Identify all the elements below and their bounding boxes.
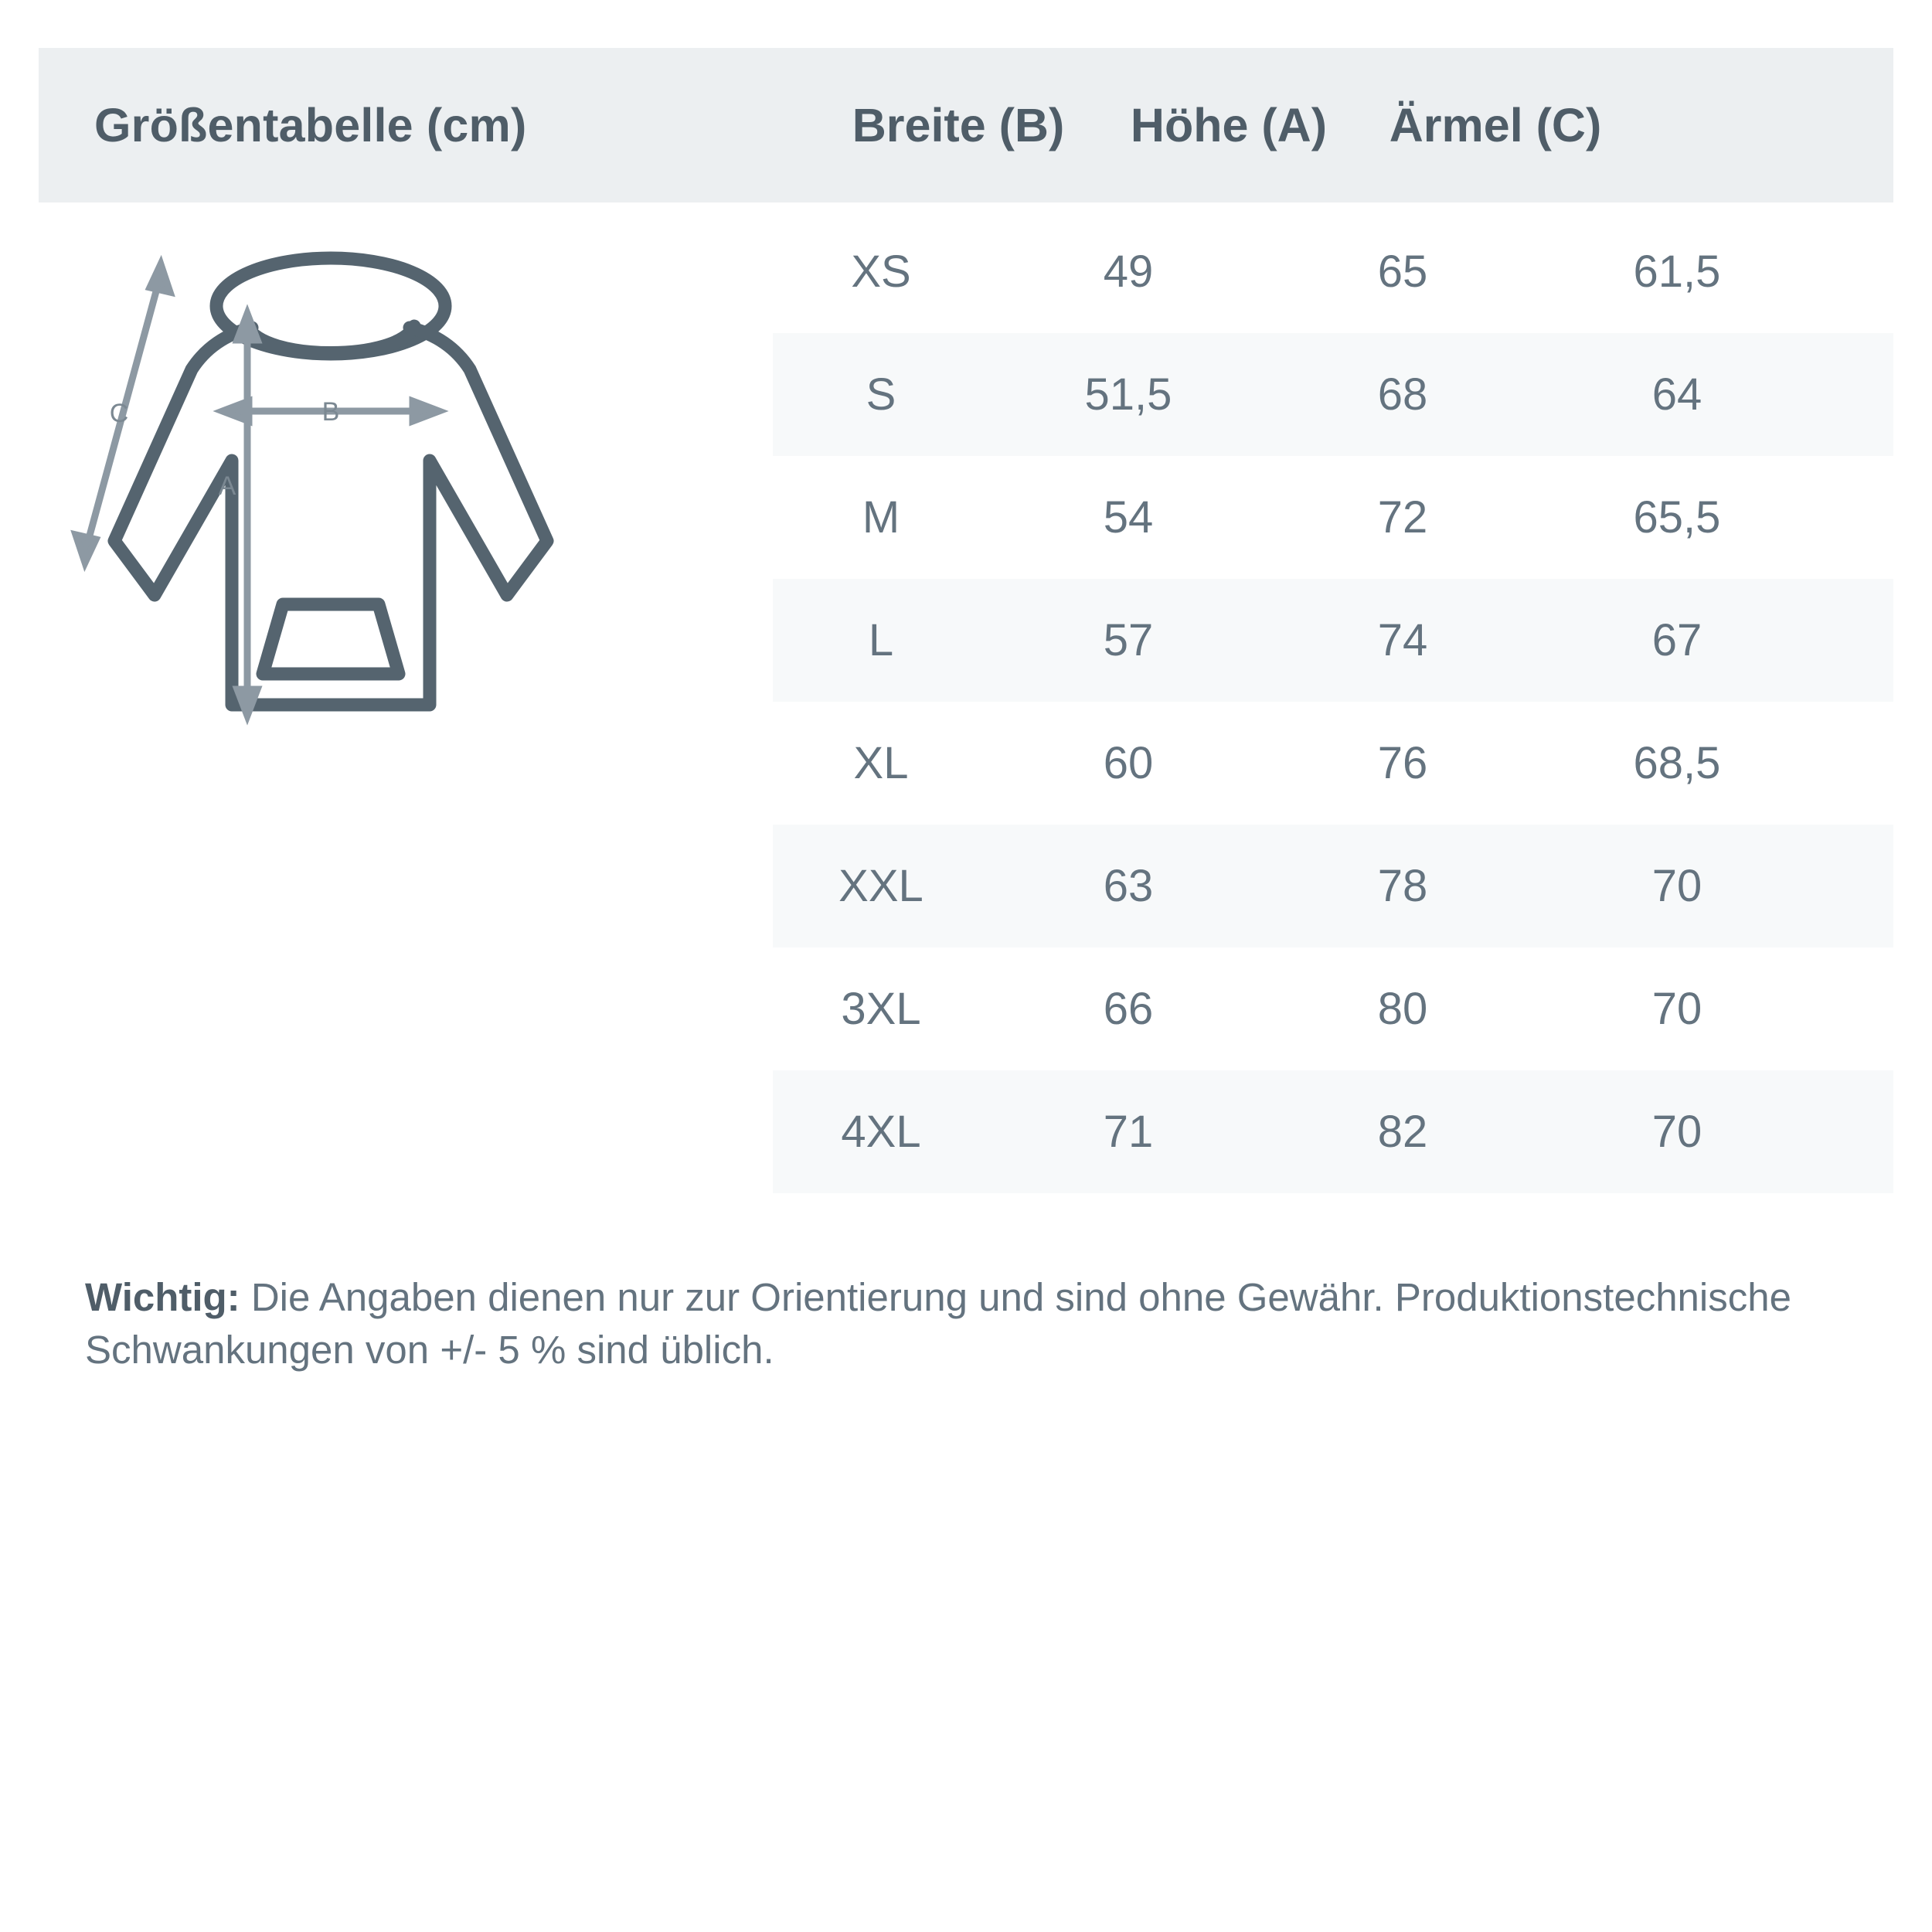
cell-height: 78 <box>1377 861 1428 911</box>
size-table <box>773 210 1893 1193</box>
cell-height: 65 <box>1377 247 1428 297</box>
cell-sleeve: 65,5 <box>1633 492 1721 543</box>
table-row <box>773 947 1893 1070</box>
cell-sleeve: 64 <box>1651 369 1702 420</box>
label-b: B <box>321 397 340 427</box>
cell-width: 63 <box>1103 861 1154 911</box>
cell-width: 66 <box>1103 984 1154 1034</box>
cell-sleeve: 70 <box>1651 984 1702 1034</box>
cell-height: 68 <box>1377 369 1428 420</box>
cell-width: 71 <box>1103 1107 1154 1157</box>
column-header-sleeve: Ärmel (C) <box>1389 99 1602 151</box>
table-row <box>773 456 1893 579</box>
label-a: A <box>218 471 236 501</box>
cell-width: 49 <box>1103 247 1154 297</box>
hoodie-diagram <box>68 232 756 842</box>
column-header-width: Breite (B) <box>852 99 1065 151</box>
cell-width: 60 <box>1103 738 1154 788</box>
cell-height: 76 <box>1377 738 1428 788</box>
cell-sleeve: 70 <box>1651 861 1702 911</box>
cell-height: 80 <box>1377 984 1428 1034</box>
cell-size: S <box>866 369 896 420</box>
column-header-height: Höhe (A) <box>1130 99 1328 151</box>
table-row <box>773 825 1893 947</box>
disclaimer-lead: Wichtig: <box>85 1275 240 1319</box>
table-row <box>773 1070 1893 1193</box>
cell-size: L <box>868 615 894 665</box>
cell-width: 57 <box>1103 615 1154 665</box>
cell-size: XL <box>853 738 909 788</box>
cell-sleeve: 68,5 <box>1633 738 1721 788</box>
cell-sleeve: 61,5 <box>1633 247 1721 297</box>
cell-width: 51,5 <box>1084 369 1172 420</box>
cell-height: 82 <box>1377 1107 1428 1157</box>
table-row <box>773 333 1893 456</box>
cell-size: XS <box>851 247 911 297</box>
cell-height: 72 <box>1377 492 1428 543</box>
cell-size: M <box>862 492 900 543</box>
cell-size: 4XL <box>841 1107 921 1157</box>
label-c: C <box>109 399 129 428</box>
cell-size: 3XL <box>841 984 921 1034</box>
disclaimer-note <box>85 1271 1855 1377</box>
page-title: Größentabelle (cm) <box>94 99 527 151</box>
table-row <box>773 210 1893 333</box>
disclaimer-text: Die Angaben dienen nur zur Orientierung und sind ohne Gewähr. Produktionstechnische Schwankungen von +/- 5 % sind üblich. <box>85 1275 1791 1372</box>
cell-width: 54 <box>1103 492 1154 543</box>
table-row <box>773 702 1893 825</box>
table-row <box>773 579 1893 702</box>
cell-sleeve: 70 <box>1651 1107 1702 1157</box>
cell-height: 74 <box>1377 615 1428 665</box>
cell-size: XXL <box>838 861 923 911</box>
header-band <box>39 48 1893 202</box>
cell-sleeve: 67 <box>1651 615 1702 665</box>
column-headers <box>819 98 1631 152</box>
